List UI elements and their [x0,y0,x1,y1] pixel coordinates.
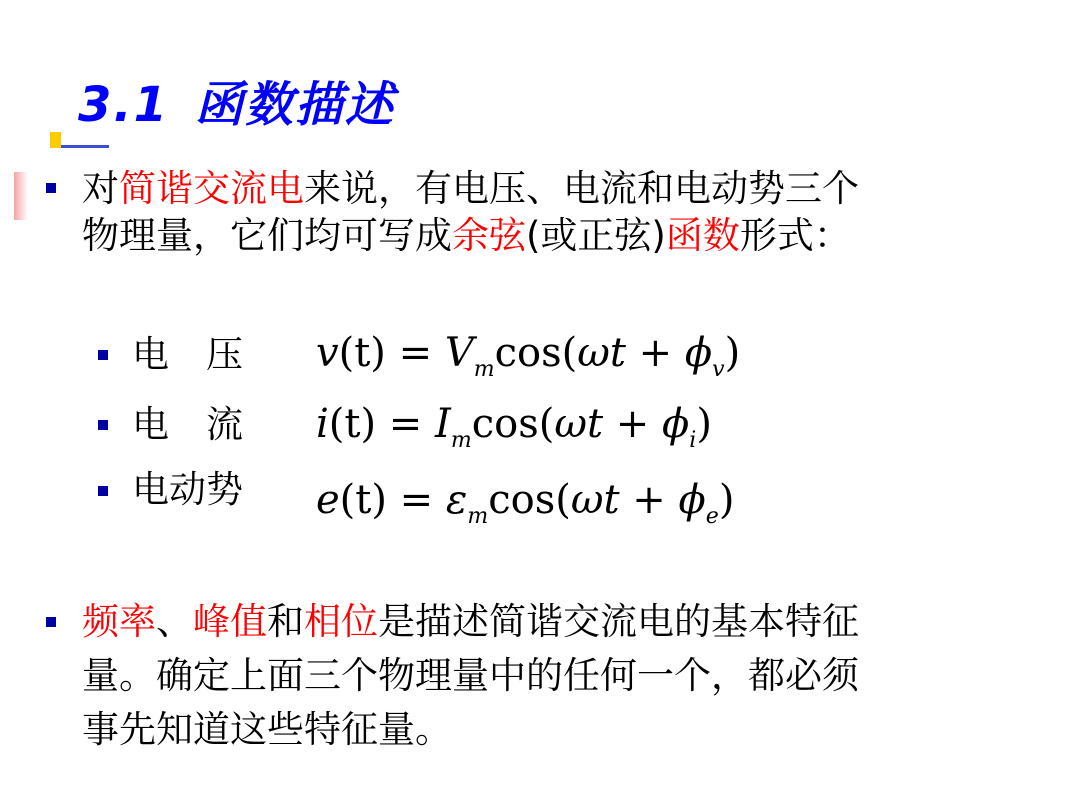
formula-current: $i(t) = I_m\cos(\omega t + \phi_i)$ [316,401,712,453]
slide-title [78,66,395,135]
bullet-square [46,617,56,627]
summary-paragraph [82,595,859,757]
bullet-square [98,420,108,430]
formula-emf: $e(t) = \varepsilon_m\cos(\omega t + \phi_e)$ [316,477,735,529]
summary-line-3: 事先知道这些特征量。 [82,708,452,751]
bullet-square [46,183,56,193]
title-text: 函数描述 [195,77,396,133]
title-number: 3.1 [78,77,170,133]
summary-line-2: 量。确定上面三个物理量中的任何一个，都必须 [82,654,859,697]
title-underline-accent [61,145,109,148]
formula-voltage: $v(t) = V_m\cos(\omega t + \phi_v)$ [316,330,741,382]
bullet-square [98,486,108,496]
item-label-emf: 电动势 [132,468,243,511]
intro-line-1: 对简谐交流电来说，有电压、电流和电动势三个 [82,167,859,210]
summary-line-1: 频率、峰值和相位是描述简谐交流电的基本特征 [82,600,859,643]
intro-line-2: 物理量，它们均可写成余弦(或正弦)函数形式： [82,214,851,257]
item-label-current: 电 流 [132,403,243,446]
left-accent-bar [14,172,28,220]
item-label-voltage: 电 压 [132,333,243,376]
yellow-accent-block [50,132,61,148]
intro-paragraph [82,165,859,259]
bullet-square [98,350,108,360]
